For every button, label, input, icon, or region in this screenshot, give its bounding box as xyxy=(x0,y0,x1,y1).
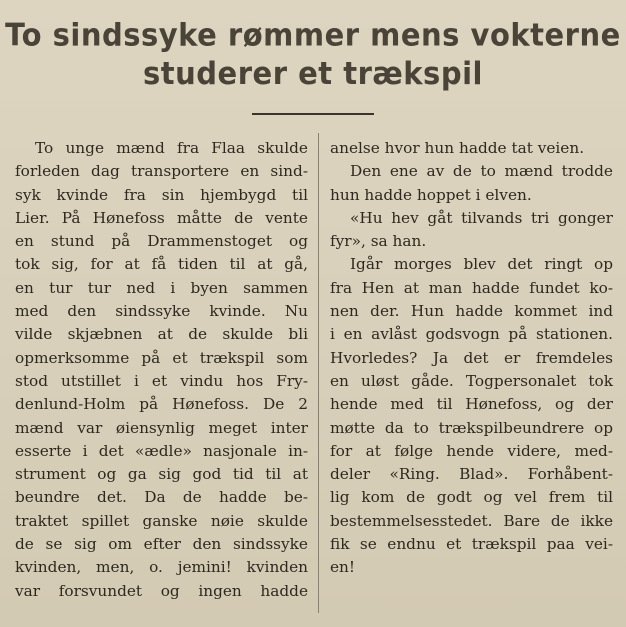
text-line: bestemmelsesstedet. Bare de ikke xyxy=(330,511,613,530)
article-column-left xyxy=(15,137,308,603)
text-line: med den sindssyke kvinde. Nu xyxy=(15,302,308,321)
text-line: Lier. På Hønefoss måtte de vente xyxy=(15,208,308,227)
headline-line: To sindssyke rømmer mens vokterne xyxy=(5,16,621,53)
text-line: denlund-Holm på Hønefoss. De 2 xyxy=(15,395,308,414)
text-line: syk kvinde fra sin hjembygd til xyxy=(15,185,308,204)
text-line: forleden dag transportere en sind- xyxy=(15,162,308,181)
text-line: en tur tur ned i byen sammen xyxy=(15,278,308,297)
column-divider xyxy=(318,133,319,613)
text-line: tok sig, for at få tiden til at gå, xyxy=(15,255,308,274)
text-line: Igår morges blev det ringt op xyxy=(350,255,613,274)
text-line: hende med til Hønefoss, og der xyxy=(330,395,613,414)
text-line: Den ene av de to mænd trodde xyxy=(350,162,613,181)
text-line: kvinden, men, o. jemini! kvinden xyxy=(15,558,308,577)
text-line: vilde skjæbnen at de skulde bli xyxy=(15,325,308,344)
text-line: Hvorledes? Ja det er fremdeles xyxy=(330,348,613,367)
text-line: beundre det. Da de hadde be- xyxy=(15,488,308,507)
text-line: hun hadde hoppet i elven. xyxy=(330,185,532,204)
text-line: «Hu hev gåt tilvands tri gonger xyxy=(350,208,613,227)
text-line: traktet spillet ganske nøie skulde xyxy=(15,511,308,530)
article-headline xyxy=(0,15,626,93)
text-line: i en avlåst godsvogn på stationen. xyxy=(330,325,613,344)
text-line: fik se endnu et trækspil paa vei- xyxy=(330,535,613,554)
text-line: nen der. Hun hadde kommet ind xyxy=(330,302,613,321)
text-line: esserte i det «ædle» nasjonale in- xyxy=(15,441,308,460)
text-line: en stund på Drammenstoget og xyxy=(15,232,308,251)
text-line: fra Hen at man hadde fundet ko- xyxy=(330,278,613,297)
text-line: strument og ga sig god tid til at xyxy=(15,465,308,484)
text-line: de se sig om efter den sindssyke xyxy=(15,535,308,554)
text-line: fyr», sa han. xyxy=(330,232,427,251)
text-line: mænd var øiensynlig meget inter xyxy=(15,418,308,437)
text-line: en uløst gåde. Togpersonalet tok xyxy=(330,371,613,390)
text-line: stod utstillet i et vindu hos Fry- xyxy=(15,371,308,390)
headline-rule xyxy=(252,113,374,115)
text-line: for at følge hende videre, med- xyxy=(330,441,613,460)
text-line: To unge mænd fra Flaa skulde xyxy=(35,139,308,157)
text-line: opmerksomme på et trækspil som xyxy=(15,348,308,367)
text-line: anelse hvor hun hadde tat veien. xyxy=(330,139,585,157)
text-line: møtte da to trækspilbeundrere op xyxy=(330,418,613,437)
text-line: en! xyxy=(330,558,356,577)
headline-line: studerer et trækspil xyxy=(143,55,483,92)
text-line: var forsvundet og ingen hadde xyxy=(15,581,308,600)
text-line: deler «Ring. Blad». Forhåbent- xyxy=(330,465,613,484)
article-column-right xyxy=(330,137,613,580)
text-line: lig kom de godt og vel frem til xyxy=(330,488,613,507)
